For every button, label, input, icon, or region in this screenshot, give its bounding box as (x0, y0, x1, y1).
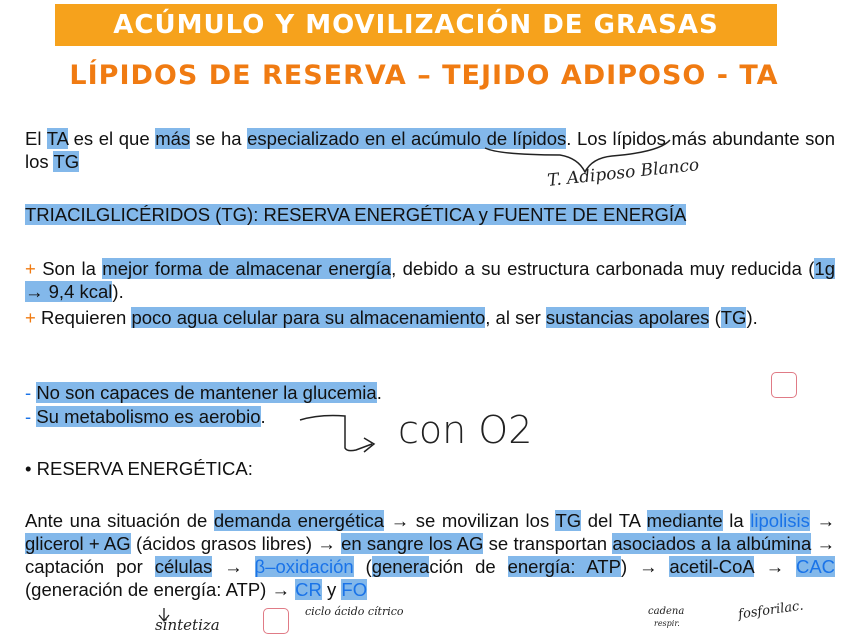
text: → (809, 510, 835, 531)
reserve-bullet: • RESERVA ENERGÉTICA: (25, 458, 253, 479)
highlight: TG (555, 510, 582, 531)
text: → (212, 556, 255, 577)
text: es el que (67, 128, 156, 149)
note-sintetiza: sintetiza (155, 616, 220, 634)
text: → captación por (25, 533, 836, 577)
highlight: TA (46, 128, 68, 149)
text: la (722, 510, 751, 531)
tg-heading-line (25, 203, 835, 226)
text: . (260, 406, 266, 427)
intro-paragraph (25, 127, 835, 173)
highlight: especializado en el acúmulo de lípidos (247, 128, 567, 149)
note-adipose-white: T. Adiposo Blanco (546, 155, 701, 191)
text: (ácidos grasos libres) → (130, 533, 342, 554)
note-cadena: cadena (648, 606, 685, 617)
note-respiratoria: respir. (654, 619, 680, 628)
highlight: sustancias apolares (545, 307, 710, 328)
minus-icon: - (25, 406, 32, 427)
text: ). (746, 307, 758, 328)
highlight-link: lipolisis (750, 510, 810, 531)
plus-icon: + (25, 258, 36, 279)
highlight: más (155, 128, 191, 149)
highlight: asociados a la albúmina (612, 533, 812, 554)
highlight: 1g → 9,4 kcal (25, 258, 835, 302)
highlight: No son capaces de mantener la glucemia (36, 382, 377, 403)
banner-title: ACÚMULO Y MOVILIZACIÓN DE GRASAS (113, 10, 719, 40)
page-subtitle: LÍPIDOS DE RESERVA – TEJIDO ADIPOSO - TA (69, 60, 779, 91)
text: . Los lípidos más abundante son los (25, 128, 835, 172)
text: ( (353, 556, 372, 577)
sticky-note-icon[interactable] (263, 608, 289, 634)
highlight: poco agua celular para su almacenamiento (131, 307, 486, 328)
highlight: demanda energética (213, 510, 385, 531)
title-banner (55, 4, 777, 46)
text: ( (709, 307, 721, 328)
text: ) → (620, 556, 670, 577)
highlight: TG (53, 151, 80, 172)
highlight: mediante (646, 510, 723, 531)
text: se ha (190, 128, 248, 149)
highlight-link: FO (341, 579, 368, 600)
text: se transportan (483, 533, 613, 554)
text: ción de (429, 556, 508, 577)
note-with-oxygen: con O2 (398, 408, 533, 452)
mobilization-paragraph (25, 509, 835, 601)
minus-icon: - (25, 382, 32, 403)
text: y (321, 579, 342, 600)
highlight: TG (720, 307, 747, 328)
tg-heading: TRIACILGLICÉRIDOS (TG): RESERVA ENERGÉTICA y FUENTE DE ENERGÍA (25, 204, 687, 225)
highlight: genera (371, 556, 430, 577)
plus-icon: + (25, 307, 36, 328)
text: Requieren (35, 307, 132, 328)
note-fosforilacion: fosforilac. (737, 598, 805, 623)
sticky-note-icon[interactable] (771, 372, 797, 398)
highlight: en sangre los AG (341, 533, 484, 554)
text: , al ser (485, 307, 546, 328)
highlight: glicerol + AG (25, 533, 131, 554)
text: , debido a su estructura carbonada muy reducida ( (391, 258, 815, 279)
text: El (25, 128, 47, 149)
plus-item-1 (25, 257, 835, 303)
plus-item-2 (25, 306, 835, 329)
highlight: acetil-CoA (669, 556, 754, 577)
text: Ante una situación de (25, 510, 214, 531)
highlight: células (154, 556, 213, 577)
highlight: mejor forma de almacenar energía (102, 258, 392, 279)
highlight-link: CAC (795, 556, 836, 577)
highlight: Su metabolismo es aerobio (36, 406, 261, 427)
text: → se movilizan los (384, 510, 556, 531)
highlight: energía: ATP (507, 556, 621, 577)
note-ciclo-acido-citrico: ciclo ácido cítrico (305, 605, 404, 618)
highlight-link: CR (295, 579, 322, 600)
text: Son la (35, 258, 103, 279)
text: (generación de energía: ATP) → (25, 579, 296, 600)
minus-item-1 (25, 381, 835, 404)
highlight-link: β–oxidación (254, 556, 354, 577)
text: → (753, 556, 796, 577)
text: del TA (581, 510, 647, 531)
text: ). (112, 281, 124, 302)
text: . (376, 382, 382, 403)
